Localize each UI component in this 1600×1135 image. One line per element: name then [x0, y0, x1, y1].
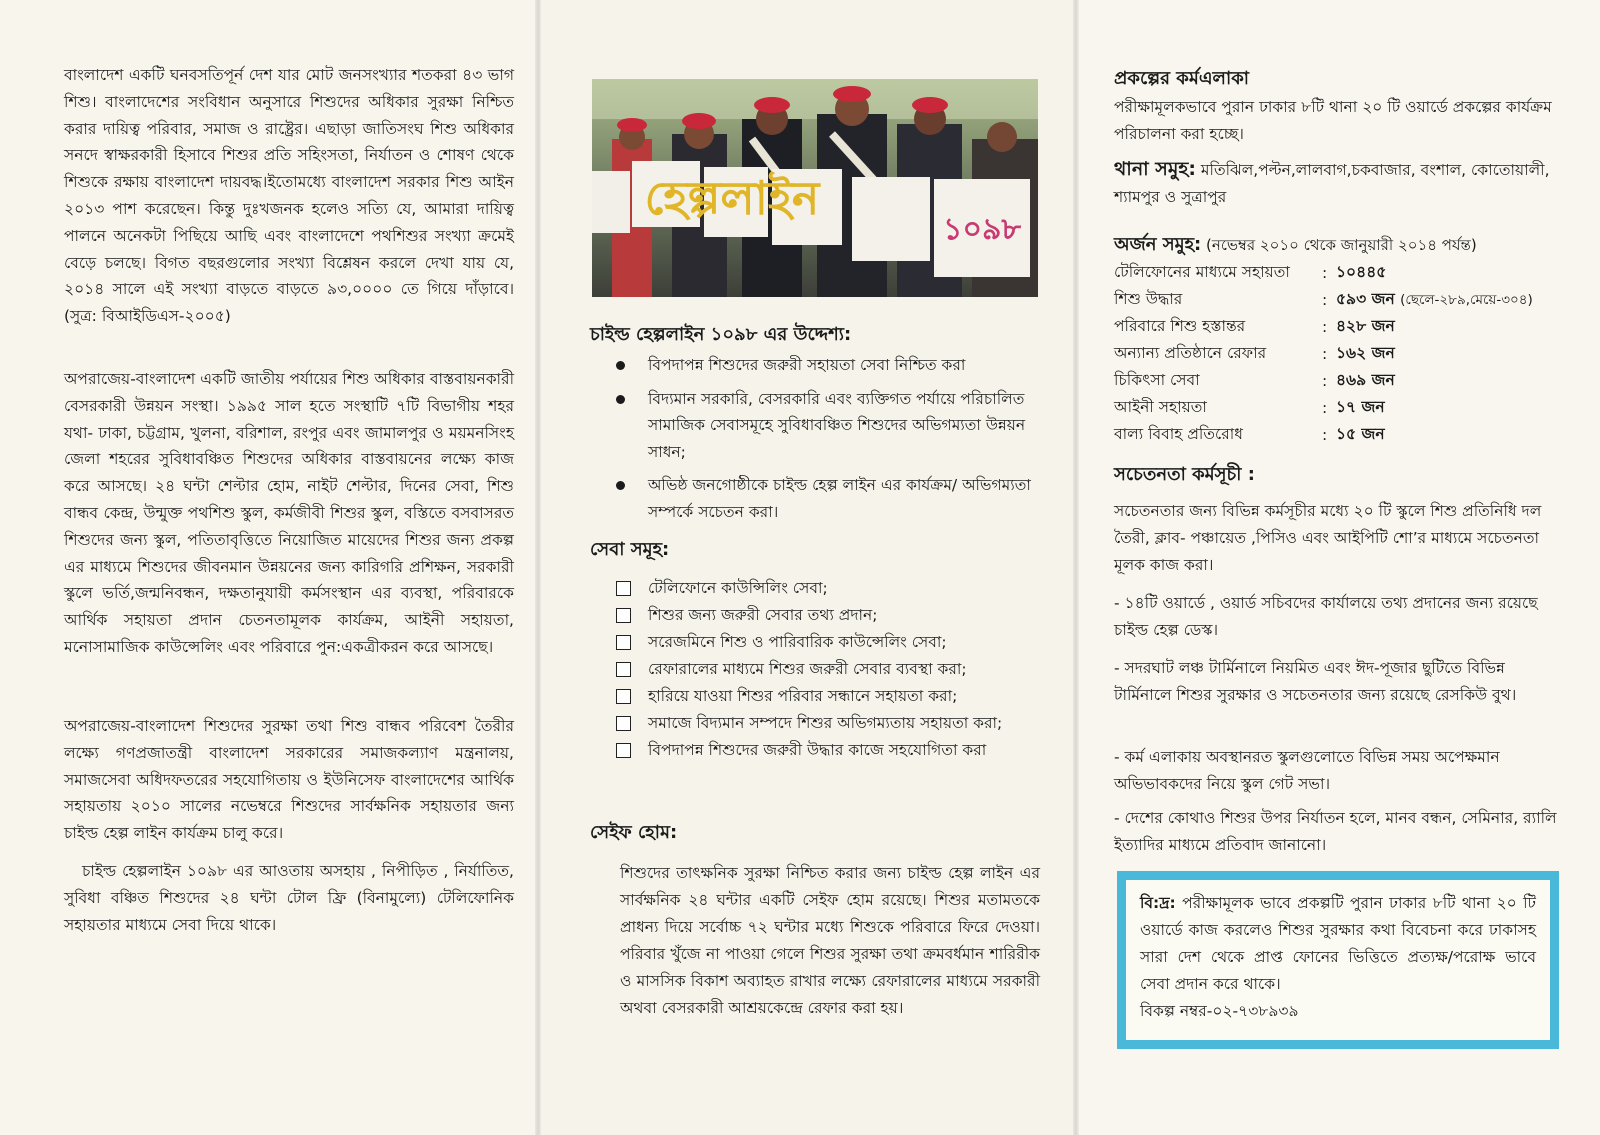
service-text: সরেজমিনে শিশু ও পারিবারিক কাউন্সেলিং সেবা;: [648, 633, 947, 651]
achievements-table: [1114, 259, 1574, 448]
objective-text: বিদ্যমান সরকারি, বেসরকারি এবং ব্যক্তিগত পর্যায়ে পরিচালিত সামাজিক সেবাসমূহে সুবিধাবঞ্চিত শিশুদের অভিগম্যতা উন্নয়ন সাধন;: [648, 389, 1026, 461]
objective-item: [612, 352, 1040, 379]
achievement-label: আইনী সহায়তা: [1114, 397, 1207, 416]
service-text: বিপদাপন্ন শিশুদের জরুরী উদ্ধার কাজে সহযোগিতা করা: [648, 741, 987, 759]
panel-left: [0, 0, 538, 1135]
awareness-item: - দেশের কোথাও শিশুর উপর নির্যাতন হলে, মানব বন্ধন, সেমিনার, র‌্যালি ইত্যাদির মাধ্যমে প্রতিবাদ জানানো।: [1114, 809, 1557, 854]
note-content: [1126, 880, 1550, 1040]
organization-paragraph: অপরাজেয়-বাংলাদেশ একটি জাতীয় পর্যায়ের শিশু অধিকার বাস্তবায়নকারী বেসরকারী উন্নয়ন সংস্থা। ১৯৯৫ সাল হতে সংস্থাটি ৭টি বিভাগীয় শহর যথা- ঢাকা, চট্টগ্রাম, খুলনা, বরিশাল, রংপুর এবং জামালপুর ও ময়মনসিংহ জেলা শহরের সুবিধাবঞ্চিত শিশুদের অধিকার বাস্তবায়নের লক্ষ্যে কাজ করে আসছে। ২৪ ঘন্টা শেল্টার হোম, নাইট শেল্টার, দিনের সেবা, শিশু বান্ধব কেন্দ্র, উন্মুক্ত পথশিশু স্কুল, কর্মজীবী শিশুর স্কুল, বস্তিতে বসবাসরত শিশুদের জন্য স্কুল, পতিতাবৃত্তিতে নিয়োজিত মায়েদের শিশুর জন্য প্রকল্প এর মাধ্যমে শিশুদের জীবনমান উন্নয়নের জন্য কারিগরি প্রশিক্ষন, সরকারী স্কুলে ভর্তি,জন্মনিবন্ধন, দক্ষতানুযায়ী কর্মসংস্থান এর ব্যবস্থা, পরিবারকে আর্থিক সহায়তা প্রদান চেতনতামূলক কার্যক্রম, আইনী সহায়তা, মনোসামাজিক কাউন্সেলিং এবং পরিবারে পুন:একত্রীকরন করে আসছে।: [64, 370, 514, 656]
service-item: [614, 575, 1044, 602]
objectives-title: চাইল্ড হেল্পলাইন ১০৯৮ এর উদ্দেশ্য:: [590, 324, 852, 345]
rally-photo-illustration: [592, 79, 1038, 297]
achievement-label: চিকিৎসা সেবা: [1114, 370, 1200, 389]
thana-names: মতিঝিল,পল্টন,লালবাগ,চকবাজার, বংশাল, কোতোয়ালী, শ্যামপুর ও সুত্রাপুর: [1114, 161, 1550, 206]
achievement-label: টেলিফোনের মাধ্যমে সহায়তা: [1114, 262, 1290, 281]
achievement-number: ৪২৮ জন: [1336, 316, 1395, 335]
fold-line-left: [535, 0, 541, 1135]
fold-line-right: [1073, 0, 1079, 1135]
colon-separator: :: [1322, 263, 1328, 282]
achievement-row: [1114, 394, 1574, 421]
objective-item: [612, 386, 1040, 466]
achievement-number: ৪৬৯ জন: [1336, 370, 1395, 389]
achievements-label: অর্জন সমুহ:: [1114, 234, 1202, 255]
checkbox-icon: [616, 608, 631, 623]
service-text: রেফারালের মাধ্যমে শিশুর জরুরী সেবার ব্যবস্থা করা;: [648, 660, 967, 678]
achievements-heading: [1114, 232, 1574, 258]
note-text: পরীক্ষামূলক ভাবে প্রকল্পটি পুরান ঢাকার ৮টি থানা ২০ টি ওয়ার্ডে কাজ করলেও শিশুর সুরক্ষার কথা বিবেচনা করে ঢাকাসহ সারা দেশ থেকে প্রাপ্ত ফোনের ভিত্তিতে প্রত্যক্ষ/পরোক্ষ ভাবে সেবা প্রদান করে থাকে।: [1140, 894, 1536, 993]
achievement-value: [1336, 259, 1574, 286]
alt-number: বিকল্প নম্বর-০২-৭৩৮৯৩৯: [1140, 1002, 1299, 1020]
service-item: [614, 656, 1044, 683]
service-text: সমাজে বিদ্যমান সম্পদে শিশুর অভিগম্যতায় সহায়তা করা;: [648, 714, 1003, 732]
helpline-launch-paragraph: অপরাজেয়-বাংলাদেশ শিশুদের সুরক্ষা তথা শিশু বান্ধব পরিবেশ তৈরীর লক্ষ্যে গণপ্রজাতন্ত্রী বাংলাদেশ সরকারের সমাজকল্যাণ মন্ত্রনালয়, সমাজসেবা অধিদফতরের সহযোগিতায় ও ইউনিসেফ বাংলাদেশের আর্থিক সহায়তায় ২০১০ সালের নভেম্বরে শিশুদের সার্বক্ষনিক সহায়তার জন্য চাইল্ড হেল্প লাইন কার্যক্রম চালু করে।: [64, 717, 514, 843]
achievement-row: [1114, 313, 1574, 340]
colon-separator: :: [1322, 290, 1328, 309]
note-box: [1117, 871, 1559, 1049]
service-text: শিশুর জন্য জরুরী সেবার তথ্য প্রদান;: [648, 606, 878, 624]
achievement-label: বাল্য বিবাহ প্রতিরোধ: [1114, 424, 1243, 443]
checkbox-icon: [616, 716, 631, 731]
safe-home-text: শিশুদের তাৎক্ষনিক সুরক্ষা নিশ্চিত করার জন্য চাইল্ড হেল্প লাইন এর সার্বক্ষনিক ২৪ ঘন্টার একটি সেইফ হোম রয়েছে। শিশুর মতামতকে প্রাধন্য দিয়ে সর্বোচ্চ ৭২ ঘন্টার মধ্যে শিশুকে পরিবারে ফিরে দেওয়া। পরিবার খুঁজে না পাওয়া গেলে শিশুর সুরক্ষা তথা ক্রমবর্ধমান শারিরীক ও মাসসিক বিকাশ অব্যাহত রাখার লক্ষ্যে রেফারালের মাধ্যমে সরকারী অথবা বেসরকারী আশ্রয়কেন্দ্রে রেফার করা হয়।: [620, 864, 1040, 1017]
achievement-row: [1114, 367, 1574, 394]
achievement-number: ১৫ জন: [1336, 424, 1385, 443]
checkbox-icon: [616, 581, 631, 596]
checkbox-icon: [616, 689, 631, 704]
service-item: [614, 602, 1044, 629]
achievements-period: (নভেম্বর ২০১০ থেকে জানুয়ারী ২০১৪ পর্যন্ত): [1206, 236, 1477, 254]
achievement-value: [1336, 367, 1574, 394]
safe-home-title: সেইফ হোম:: [590, 822, 678, 843]
awareness-item: - সদরঘাট লঞ্চ টার্মিনালে নিয়মিত এবং ঈদ-পূজার ছুটিতে বিভিন্ন টার্মিনালে শিশুর সুরক্ষার ও সচেতনতার জন্য রয়েছে রেসকিউ বুথ।: [1114, 659, 1517, 704]
objective-text: বিপদাপন্ন শিশুদের জরুরী সহায়তা সেবা নিশ্চিত করা: [648, 356, 966, 374]
objective-text: অভিষ্ঠ জনগোষ্ঠীকে চাইল্ড হেল্প লাইন এর কার্যক্রম/ অভিগম্যতা সম্পর্কে সচেতন করা।: [648, 476, 1031, 521]
thana-list: [1114, 156, 1564, 211]
achievement-value: [1336, 421, 1574, 448]
service-item: [614, 683, 1044, 710]
rally-sign-text: হেল্পলাইন: [644, 171, 820, 225]
achievement-row: [1114, 421, 1574, 448]
achievement-row: [1114, 340, 1574, 367]
checkbox-icon: [616, 743, 631, 758]
achievement-row: [1114, 286, 1574, 313]
service-item: [614, 629, 1044, 656]
awareness-title: সচেতনতা কর্মসূচী :: [1114, 464, 1255, 485]
checkbox-icon: [616, 635, 631, 650]
achievement-label: শিশু উদ্ধার: [1114, 289, 1183, 308]
achievement-label: অন্যান্য প্রতিষ্ঠানে রেফার: [1114, 343, 1267, 362]
achievement-number: ৫৯৩ জন: [1336, 289, 1395, 308]
service-item: [614, 710, 1044, 737]
services-title: সেবা সমূহ:: [590, 539, 670, 560]
rally-sign-number: ১০৯৮: [943, 212, 1021, 247]
service-text: টেলিফোনে কাউন্সিলিং সেবা;: [648, 579, 828, 597]
awareness-item: সচেতনতার জন্য বিভিন্ন কর্মসূচীর মধ্যে ২০ টি স্কুলে শিশু প্রতিনিধি দল তৈরী, ক্লাব- পঞ্চায়েত ,পিসিও এবং আইপিটি শো’র মাধ্যমে সচেতনতা মূলক কাজ করা।: [1114, 502, 1542, 574]
achievement-note: (ছেলে-২৮৯,মেয়ে-৩০৪): [1400, 291, 1533, 308]
achievement-label: পরিবারে শিশু হস্তান্তর: [1114, 316, 1246, 335]
achievement-value: [1336, 340, 1574, 367]
colon-separator: :: [1322, 344, 1328, 363]
work-area-text: পরীক্ষামূলকভাবে পুরান ঢাকার ৮টি থানা ২০ টি ওয়ার্ডে প্রকল্পের কার্যক্রম পরিচালনা করা হচ্ছে।: [1114, 98, 1552, 143]
achievement-number: ১৭ জন: [1336, 397, 1385, 416]
awareness-item: - ১৪টি ওয়ার্ডে , ওয়ার্ড সচিবদের কার্যালয়ে তথ্য প্রদানের জন্য রয়েছে চাইল্ড হেল্প ডেস্ক।: [1114, 594, 1538, 639]
achievement-value: [1336, 394, 1574, 421]
services-list: [614, 575, 1044, 764]
colon-separator: :: [1322, 425, 1328, 444]
colon-separator: :: [1322, 371, 1328, 390]
objective-item: [612, 472, 1040, 525]
intro-paragraph: বাংলাদেশ একটি ঘনবসতিপূর্ন দেশ যার মোট জনসংখ্যার শতকরা ৪৩ ভাগ শিশু। বাংলাদেশের সংবিধান অনুসারে শিশুদের অধিকার সুরক্ষা নিশ্চিত করার দায়িত্ব পরিবার, সমাজ ও রাষ্ট্রের। এছাড়া জাতিসংঘ শিশু অধিকার সনদে স্বাক্ষরকারী হিসাবে শিশুর প্রতি সহিংসতা, নির্যাতন ও শোষণ থেকে শিশুকে রক্ষায় বাংলাদেশ দায়বদ্ধ।ইতোমধ্যে বাংলাদেশ সরকার শিশু আইন ২০১৩ পাশ করেছেন। কিন্তু দুঃখজনক হলেও সত্যি যে, আমারা দায়িত্ব পালনে অনেকটা পিছিয়ে আছি এবং বাংলাদেশে পথশিশুর সংখ্যা ক্রমেই বেড়ে চলছে। বিগত বছরগুলোর সংখ্যা বিশ্লেষন করলে দেখা যায় যে, ২০১৪ সালে এই সংখ্যা বাড়তে বাড়তে ৯৩,০০০০ তে গিয়ে দাঁড়াবে। (সুত্র: বিআইডিএস-২০০৫): [64, 66, 514, 326]
checkbox-icon: [616, 662, 631, 677]
achievement-number: ১০৪৪৫: [1336, 262, 1387, 281]
rally-photo: [592, 79, 1038, 297]
thana-label: থানা সমুহ:: [1114, 158, 1196, 180]
achievement-number: ১৬২ জন: [1336, 343, 1395, 362]
objectives-list: [612, 352, 1040, 532]
achievement-row: [1114, 259, 1574, 286]
achievement-value: [1336, 313, 1574, 340]
helpline-service-paragraph: চাইল্ড হেল্পলাইন ১০৯৮ এর আওতায় অসহায় , নিপীড়িত , নির্যাতিত, সুবিধা বঞ্চিত শিশুদের ২৪ ঘন্টা টোল ফ্রি (বিনামুল্যে) টেলিফোনিক সহায়তার মাধ্যমে সেবা দিয়ে থাকে।: [64, 862, 514, 934]
service-text: হারিয়ে যাওয়া শিশুর পরিবার সন্ধানে সহায়তা করা;: [648, 687, 958, 705]
bullet-icon: [616, 395, 625, 404]
note-label: বি:দ্র:: [1140, 894, 1176, 912]
bullet-icon: [616, 481, 625, 490]
bullet-icon: [616, 361, 625, 370]
awareness-item: - কর্ম এলাকায় অবস্থানরত স্কুলগুলোতে বিভিন্ন সময় অপেক্ষমান অভিভাবকদের নিয়ে স্কুল গেট সভা।: [1114, 748, 1500, 793]
service-item: [614, 737, 1044, 764]
colon-separator: :: [1322, 317, 1328, 336]
colon-separator: :: [1322, 398, 1328, 417]
achievement-value: [1336, 286, 1574, 313]
work-area-title: প্রকল্পের কর্মএলাকা: [1114, 68, 1250, 89]
